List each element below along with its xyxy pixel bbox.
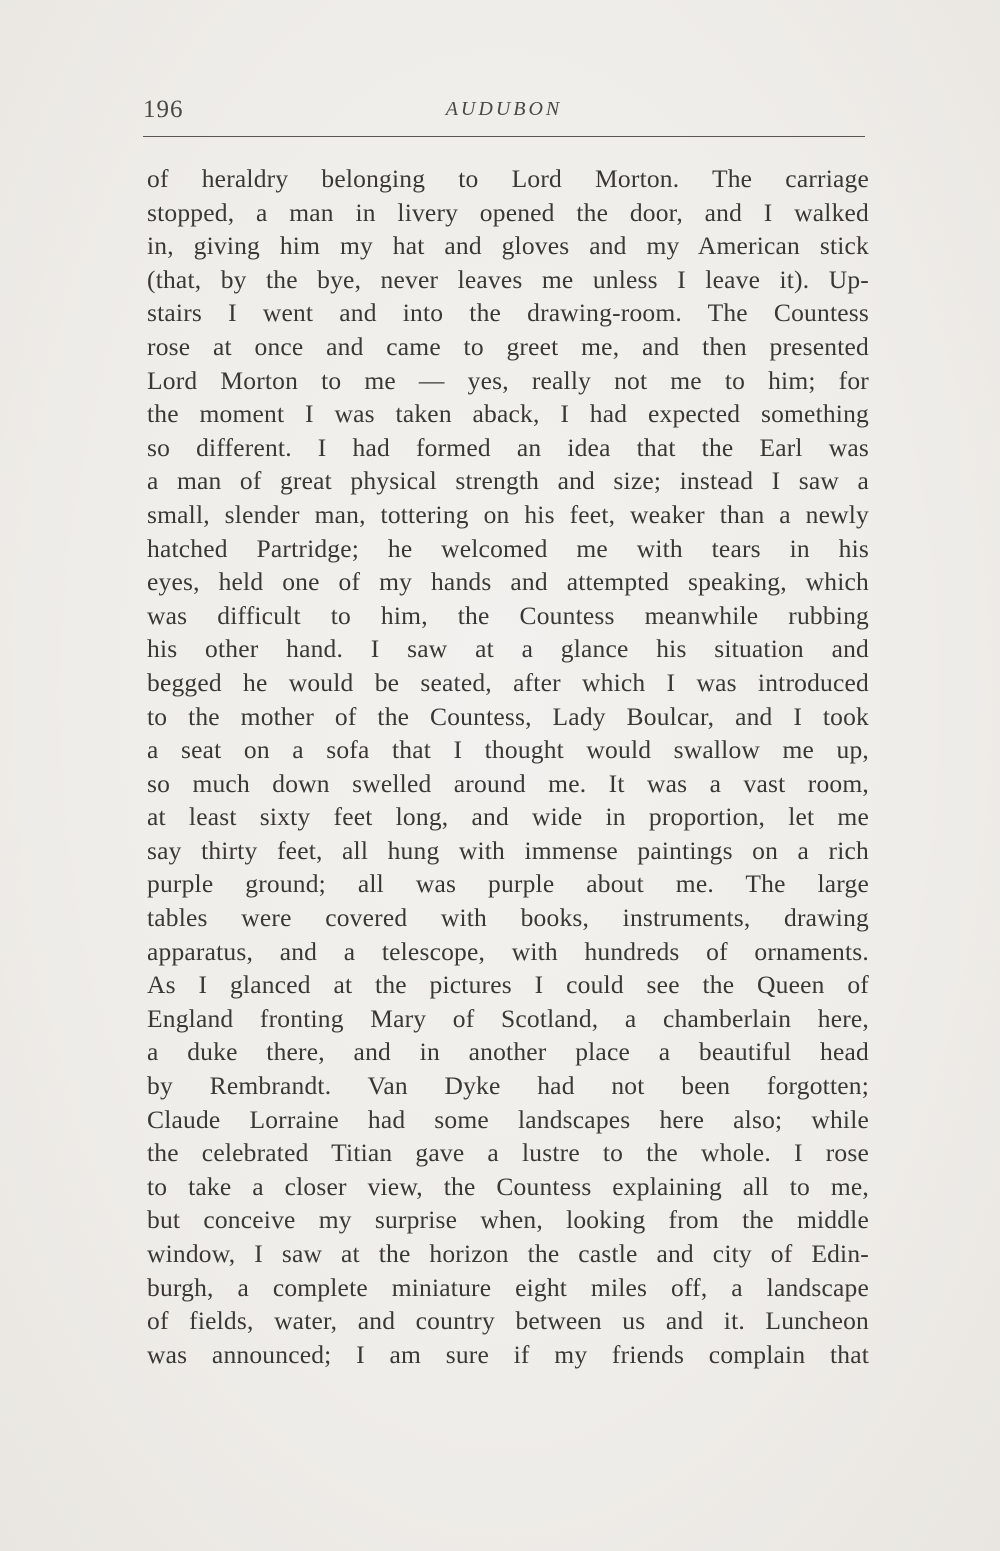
text-line: small, slender man, tottering on his feet, weaker than a newly: [147, 499, 869, 529]
text-line: window, I saw at the horizon the castle and city of Edin-: [147, 1239, 869, 1268]
text-line: As I glanced at the pictures I could see the Queen of: [147, 970, 869, 1000]
text-line: so different. I had formed an idea that the Earl was: [147, 432, 869, 462]
text-line: stairs I went and into the drawing-room. The Countess: [147, 298, 869, 328]
text-line: Claude Lorraine had some landscapes here also; while: [147, 1104, 869, 1134]
text-line: say thirty feet, all hung with immense paintings on a rich: [147, 835, 869, 865]
text-line: in, giving him my hat and gloves and my American stick: [147, 231, 869, 261]
text-line: at least sixty feet long, and wide in proportion, let me: [147, 802, 869, 832]
text-line: Lord Morton to me — yes, really not me to him; for: [147, 365, 869, 395]
text-line: rose at once and came to greet me, and then presented: [147, 331, 869, 361]
text-line: to take a closer view, the Countess explaining all to me,: [147, 1171, 869, 1201]
text-line: burgh, a complete miniature eight miles off, a landscape: [147, 1272, 869, 1302]
text-line: begged he would be seated, after which I was introduced: [147, 667, 869, 697]
text-line: was difficult to him, the Countess meanwhile rubbing: [147, 600, 869, 630]
text-line: of heraldry belonging to Lord Morton. The carriage: [147, 164, 869, 193]
text-line: apparatus, and a telescope, with hundreds of ornaments.: [147, 936, 869, 966]
text-line: tables were covered with books, instruments, drawing: [147, 903, 869, 933]
text-line: his other hand. I saw at a glance his situation and: [147, 634, 869, 664]
text-line: a duke there, and in another place a beautiful head: [147, 1037, 869, 1067]
text-line: hatched Partridge; he welcomed me with tears in his: [147, 533, 869, 563]
text-line: by Rembrandt. Van Dyke had not been forgotten;: [147, 1071, 869, 1101]
body-text: [147, 162, 869, 1371]
text-line: of fields, water, and country between us and it. Luncheon: [147, 1306, 869, 1336]
text-line: England fronting Mary of Scotland, a chamberlain here,: [147, 1003, 869, 1033]
text-line: (that, by the bye, never leaves me unless I leave it). Up-: [147, 264, 869, 294]
page-number: 196: [143, 96, 184, 123]
text-line: purple ground; all was purple about me. The large: [147, 869, 869, 899]
text-line: but conceive my surprise when, looking from the middle: [147, 1205, 869, 1235]
text-line: eyes, held one of my hands and attempted speaking, which: [147, 567, 869, 597]
text-line: stopped, a man in livery opened the door, and I walked: [147, 197, 869, 227]
text-line: a man of great physical strength and size; instead I saw a: [147, 466, 869, 496]
text-line: a seat on a sofa that I thought would swallow me up,: [147, 735, 869, 765]
text-line: so much down swelled around me. It was a vast room,: [147, 768, 869, 798]
page-header: [143, 96, 865, 132]
text-line: to the mother of the Countess, Lady Boulcar, and I took: [147, 701, 869, 731]
running-title: AUDUBON: [445, 98, 563, 120]
text-line: the celebrated Titian gave a lustre to the whole. I rose: [147, 1138, 869, 1168]
header-rule: [143, 136, 865, 137]
text-line: the moment I was taken aback, I had expected something: [147, 399, 869, 429]
text-line: was announced; I am sure if my friends complain that: [147, 1339, 869, 1369]
